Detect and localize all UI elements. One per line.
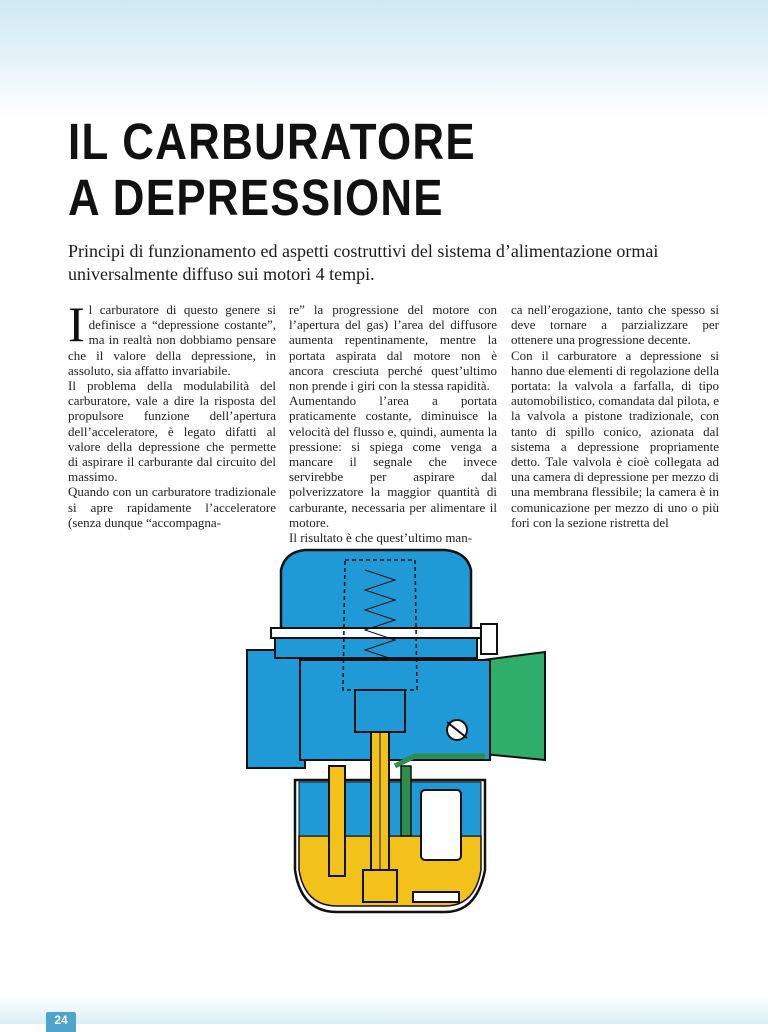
- paragraph: ca nell’erogazione, tanto che spesso si deve tornare a parzializzare per ottenere una progressione decente.: [511, 302, 719, 348]
- paragraph: Con il carburatore a depressione si hanno due elementi di regolazione della portata: la valvola a farfalla, di tipo automobilistico, comandata dal pilota, e la valvola a pistone tradizionale, con tanto di spillo conico, azionata dal sistema a depressione propriamente detto. Tale valvola è cioè collegata ad una camera di depressione per mezzo di una membrana flessibile; la camera è in comunicazione per mezzo di uno o più fori con la sezione ristretta del: [511, 347, 719, 530]
- paragraph: l carburatore di questo genere si definisce a “depressione costante”, ma in realtà non dobbiamo pensare che il valore della depressione, in assoluto, sia affatto invariabile.: [68, 302, 276, 378]
- text-column-3: [511, 302, 719, 530]
- text-column-2: [289, 302, 497, 546]
- drain-screw: [413, 892, 459, 902]
- title-line-1: IL CARBURATORE: [68, 113, 476, 170]
- title-line-2: A DEPRESSIONE: [68, 169, 444, 226]
- header-band: [0, 0, 768, 118]
- float: [421, 790, 461, 860]
- intake-tube: [483, 652, 545, 760]
- chamber-flange-lower: [275, 638, 477, 658]
- paragraph: Aumentando l’area a portata praticamente costante, diminuisce la velocità del flusso e, quindi, aumenta la pressione: si spiega come venga a mancare il segnale che invece servirebbe per aspirare dal polverizzatore la maggior quantità di carburante, necessaria per alimentare il motore.: [289, 393, 497, 530]
- page-title: [68, 114, 636, 226]
- lead-paragraph: Principi di funzionamento ed aspetti costruttivi del sistema d’alimentazione ormai universalmente diffuso sui motori 4 tempi.: [68, 241, 659, 284]
- vent-tube: [481, 624, 497, 654]
- text-column-1: [68, 296, 276, 530]
- drop-cap: I: [68, 296, 85, 352]
- outlet-tube: [247, 650, 305, 768]
- carburetor-cutaway-illustration: [245, 540, 555, 920]
- main-jet: [363, 870, 397, 902]
- paragraph: Il problema della modulabilità del carburatore, vale a dire la risposta del propulsore funzione dell’apertura dell’acceleratore, è legato difatti al valore della depressione che permette di aspirare il carburante dal circuito del massimo.: [68, 378, 276, 485]
- page-number: 24: [46, 1012, 76, 1032]
- paragraph: Quando con un carburatore tradizionale si apre rapidamente l’acceleratore (senza dunque “accompagna-: [68, 484, 276, 530]
- vacuum-chamber-cap: [281, 550, 471, 632]
- paragraph: Il risultato è che quest’ultimo man-: [289, 530, 473, 546]
- piston-body: [355, 690, 405, 732]
- footer-band: [0, 996, 768, 1024]
- paragraph: re” la progressione del motore con l’apertura del gas) l’area del diffusore aumenta repentinamente, mentre la portata aspirata dal motore non è ancora cresciuta perché quest’ultimo non prende i giri con la stessa rapidità.: [289, 302, 497, 394]
- chamber-flange: [271, 628, 481, 638]
- linkage-rod: [401, 766, 411, 836]
- pilot-jet: [329, 766, 345, 876]
